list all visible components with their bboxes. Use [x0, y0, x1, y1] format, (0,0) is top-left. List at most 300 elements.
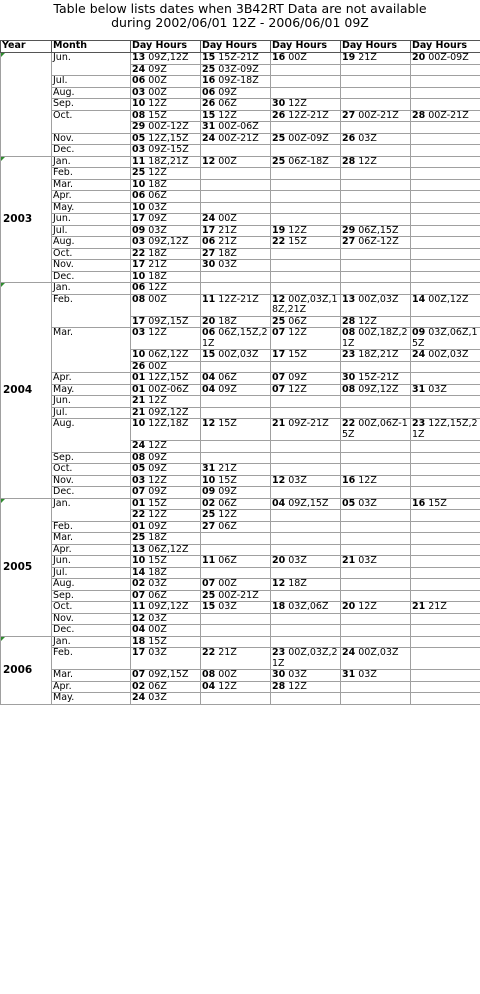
- year-label: 2005: [3, 560, 33, 573]
- day-hours-cell: [271, 87, 341, 99]
- day-hours-cell: [271, 384, 341, 396]
- day-hours-cell: [131, 613, 201, 625]
- hours-text: 00Z: [148, 294, 167, 305]
- table-row: [1, 53, 480, 65]
- day-hours-cell: [341, 133, 411, 145]
- month-cell: May.: [52, 693, 131, 705]
- header-day-hours: Day Hours: [341, 41, 411, 53]
- day-number: 24: [132, 64, 146, 75]
- day-hours-cell: [201, 487, 271, 499]
- day-number: 14: [412, 294, 426, 305]
- hours-text: 21Z: [218, 463, 237, 474]
- table-row: [1, 487, 480, 499]
- hours-text: 03Z: [428, 384, 447, 395]
- day-hours-cell: [341, 613, 411, 625]
- day-hours-cell: [131, 328, 201, 350]
- day-hours-cell: [411, 648, 480, 670]
- hours-text: 03Z-09Z: [218, 64, 259, 75]
- hours-text: 18Z: [148, 271, 167, 282]
- hours-text: 12Z,15Z: [148, 133, 189, 144]
- day-hours-cell: [411, 498, 480, 510]
- cell-marker-icon: [1, 53, 5, 57]
- day-hours-cell: [271, 64, 341, 76]
- day-number: 08: [132, 294, 146, 305]
- cell-marker-icon: [1, 499, 5, 503]
- hours-text: 15Z: [148, 110, 167, 121]
- day-hours-cell: [201, 579, 271, 591]
- day-number: 17: [202, 225, 216, 236]
- day-hours-cell: [411, 283, 480, 295]
- month-cell: Oct.: [52, 602, 131, 614]
- month-cell: Jun.: [52, 53, 131, 76]
- day-number: 05: [342, 498, 356, 509]
- hours-text: 00Z: [218, 213, 237, 224]
- day-hours-cell: [341, 670, 411, 682]
- day-hours-cell: [411, 602, 480, 614]
- day-hours-cell: [131, 202, 201, 214]
- hours-text: 15Z-21Z: [358, 372, 399, 383]
- day-hours-cell: [341, 384, 411, 396]
- day-hours-cell: [341, 396, 411, 408]
- header-month: Month: [52, 41, 131, 53]
- header-day-hours: Day Hours: [271, 41, 341, 53]
- day-hours-cell: [341, 681, 411, 693]
- day-hours-cell: [411, 271, 480, 283]
- day-hours-cell: [131, 248, 201, 260]
- header-day-hours: Day Hours: [131, 41, 201, 53]
- month-cell: Sep.: [52, 452, 131, 464]
- month-cell: Nov.: [52, 260, 131, 272]
- table-row: [1, 191, 480, 203]
- day-hours-cell: [341, 636, 411, 648]
- day-hours-cell: [201, 294, 271, 316]
- month-cell: Jul.: [52, 76, 131, 88]
- hours-text: 00Z-09Z: [428, 52, 469, 63]
- day-hours-cell: [201, 145, 271, 157]
- table-row: [1, 202, 480, 214]
- day-number: 22: [272, 236, 286, 247]
- hours-text: 15Z: [288, 236, 307, 247]
- day-hours-cell: [201, 64, 271, 76]
- day-hours-cell: [411, 510, 480, 522]
- day-hours-cell: [271, 625, 341, 637]
- day-hours-cell: [201, 283, 271, 295]
- hours-text: 03Z: [288, 669, 307, 680]
- day-hours-cell: [411, 294, 480, 316]
- month-cell: Aug.: [52, 419, 131, 453]
- header-day-hours: Day Hours: [411, 41, 480, 53]
- cell-marker-icon: [1, 637, 5, 641]
- day-number: 11: [132, 601, 146, 612]
- day-number: 22: [202, 647, 216, 658]
- day-hours-cell: [341, 544, 411, 556]
- day-hours-cell: [271, 283, 341, 295]
- month-cell: Jan.: [52, 636, 131, 648]
- hours-text: 09Z,15Z: [288, 498, 329, 509]
- day-hours-cell: [271, 681, 341, 693]
- day-hours-cell: [411, 636, 480, 648]
- day-number: 27: [202, 521, 216, 532]
- day-hours-cell: [271, 396, 341, 408]
- month-cell: Jun.: [52, 396, 131, 408]
- table-row: [1, 475, 480, 487]
- day-hours-cell: [341, 361, 411, 373]
- day-number: 23: [342, 349, 356, 360]
- day-number: 21: [342, 555, 356, 566]
- table-row: [1, 384, 480, 396]
- hours-text: 12Z: [218, 681, 237, 692]
- day-number: 25: [272, 133, 286, 144]
- day-hours-cell: [201, 122, 271, 134]
- day-hours-cell: [341, 64, 411, 76]
- day-hours-cell: [411, 475, 480, 487]
- day-hours-cell: [341, 693, 411, 705]
- cell-marker-icon: [1, 157, 5, 161]
- day-hours-cell: [411, 145, 480, 157]
- year-label: 2004: [3, 384, 33, 396]
- year-cell: [1, 636, 52, 704]
- day-hours-cell: [271, 328, 341, 350]
- day-hours-cell: [411, 567, 480, 579]
- day-number: 18: [272, 601, 286, 612]
- day-hours-cell: [201, 168, 271, 180]
- day-hours-cell: [271, 498, 341, 510]
- day-hours-cell: [131, 271, 201, 283]
- day-number: 12: [272, 578, 286, 589]
- day-hours-cell: [271, 533, 341, 545]
- month-cell: Jul.: [52, 407, 131, 419]
- day-hours-cell: [271, 260, 341, 272]
- day-number: 15: [202, 349, 216, 360]
- day-hours-cell: [411, 168, 480, 180]
- hours-text: 12Z: [358, 601, 377, 612]
- day-hours-cell: [341, 533, 411, 545]
- hours-text: 12Z: [148, 282, 167, 293]
- day-hours-cell: [271, 122, 341, 134]
- day-hours-cell: [131, 475, 201, 487]
- day-hours-cell: [271, 419, 341, 441]
- day-hours-cell: [411, 350, 480, 362]
- day-number: 21: [272, 418, 286, 429]
- day-hours-cell: [341, 350, 411, 362]
- day-hours-cell: [131, 498, 201, 510]
- day-number: 31: [202, 463, 216, 474]
- hours-text: 00Z: [218, 156, 237, 167]
- hours-text: 06Z,12Z: [148, 544, 189, 555]
- day-number: 28: [342, 156, 356, 167]
- month-cell: Jul.: [52, 225, 131, 237]
- hours-text: 09Z-18Z: [218, 75, 259, 86]
- table-row: [1, 328, 480, 350]
- hours-text: 00Z: [218, 669, 237, 680]
- day-hours-cell: [341, 202, 411, 214]
- hours-text: 09Z,12Z: [148, 601, 189, 612]
- day-number: 12: [132, 613, 146, 624]
- day-number: 01: [132, 498, 146, 509]
- month-cell: Feb.: [52, 648, 131, 670]
- hours-text: 00Z: [148, 87, 167, 98]
- day-hours-cell: [271, 156, 341, 168]
- day-number: 22: [342, 418, 356, 429]
- day-number: 08: [132, 452, 146, 463]
- table-row: [1, 214, 480, 226]
- day-number: 24: [202, 213, 216, 224]
- table-row: [1, 452, 480, 464]
- day-hours-cell: [341, 76, 411, 88]
- day-hours-cell: [271, 225, 341, 237]
- day-hours-cell: [271, 214, 341, 226]
- hours-text: 03Z: [148, 202, 167, 213]
- hours-text: 03Z: [148, 647, 167, 658]
- hours-text: 06Z-12Z: [358, 236, 399, 247]
- day-number: 03: [132, 236, 146, 247]
- day-hours-cell: [341, 464, 411, 476]
- day-hours-cell: [201, 99, 271, 111]
- day-number: 20: [412, 52, 426, 63]
- day-hours-cell: [411, 464, 480, 476]
- year-label: [2, 98, 3, 110]
- month-cell: Feb.: [52, 294, 131, 328]
- month-cell: Jul.: [52, 567, 131, 579]
- hours-text: 12Z: [358, 156, 377, 167]
- day-hours-cell: [201, 613, 271, 625]
- day-hours-cell: [341, 487, 411, 499]
- day-number: 01: [132, 521, 146, 532]
- day-hours-cell: [201, 556, 271, 568]
- day-hours-cell: [131, 648, 201, 670]
- hours-text: 00Z-06Z: [218, 121, 259, 132]
- year-cell: [1, 283, 52, 499]
- day-number: 08: [342, 384, 356, 395]
- day-number: 31: [342, 669, 356, 680]
- table-row: [1, 396, 480, 408]
- day-hours-cell: [341, 271, 411, 283]
- day-hours-cell: [411, 487, 480, 499]
- day-hours-cell: [341, 510, 411, 522]
- day-hours-cell: [201, 225, 271, 237]
- day-hours-cell: [341, 407, 411, 419]
- month-cell: Apr.: [52, 373, 131, 385]
- day-number: 23: [412, 418, 426, 429]
- table-row: [1, 294, 480, 316]
- hours-text: 12Z: [148, 440, 167, 451]
- hours-text: 21Z: [148, 259, 167, 270]
- day-hours-cell: [131, 544, 201, 556]
- table-row: [1, 283, 480, 295]
- day-hours-cell: [131, 225, 201, 237]
- day-hours-cell: [341, 452, 411, 464]
- hours-text: 12Z: [148, 327, 167, 338]
- day-number: 26: [132, 361, 146, 372]
- day-number: 27: [202, 248, 216, 259]
- table-row: [1, 373, 480, 385]
- day-hours-cell: [411, 133, 480, 145]
- hours-text: 09Z,12Z: [148, 236, 189, 247]
- day-number: 11: [202, 294, 216, 305]
- table-row: [1, 87, 480, 99]
- day-hours-cell: [131, 316, 201, 328]
- day-number: 11: [132, 156, 146, 167]
- day-hours-cell: [131, 464, 201, 476]
- day-number: 07: [272, 327, 286, 338]
- day-number: 12: [202, 418, 216, 429]
- day-number: 04: [272, 498, 286, 509]
- day-hours-cell: [271, 579, 341, 591]
- day-hours-cell: [411, 579, 480, 591]
- hours-text: 00Z-12Z: [148, 121, 189, 132]
- day-hours-cell: [201, 533, 271, 545]
- month-cell: Mar.: [52, 179, 131, 191]
- hours-text: 18Z: [148, 179, 167, 190]
- hours-text: 03Z: [288, 555, 307, 566]
- day-hours-cell: [131, 168, 201, 180]
- day-number: 13: [132, 52, 146, 63]
- day-hours-cell: [201, 396, 271, 408]
- hours-text: 03Z: [148, 225, 167, 236]
- month-cell: Oct.: [52, 464, 131, 476]
- hours-text: 18Z: [148, 248, 167, 259]
- hours-text: 21Z: [218, 647, 237, 658]
- month-cell: Mar.: [52, 328, 131, 373]
- hours-text: 06Z-18Z: [288, 156, 329, 167]
- day-hours-cell: [201, 670, 271, 682]
- day-hours-cell: [131, 191, 201, 203]
- month-cell: Apr.: [52, 544, 131, 556]
- day-hours-cell: [411, 556, 480, 568]
- day-hours-cell: [411, 681, 480, 693]
- hours-text: 18Z: [288, 578, 307, 589]
- day-number: 28: [412, 110, 426, 121]
- day-hours-cell: [131, 521, 201, 533]
- day-hours-cell: [411, 441, 480, 453]
- day-number: 30: [272, 98, 286, 109]
- day-hours-cell: [341, 602, 411, 614]
- hours-text: 00Z,03Z: [428, 349, 469, 360]
- day-number: 31: [202, 121, 216, 132]
- hours-text: 09Z: [218, 486, 237, 497]
- table-row: [1, 544, 480, 556]
- hours-text: 09Z: [148, 463, 167, 474]
- day-number: 18: [132, 636, 146, 647]
- day-number: 20: [272, 555, 286, 566]
- day-hours-cell: [411, 76, 480, 88]
- day-number: 25: [132, 167, 146, 178]
- day-hours-cell: [341, 145, 411, 157]
- hours-text: 06Z: [148, 590, 167, 601]
- hours-text: 06Z: [218, 372, 237, 383]
- day-number: 07: [132, 590, 146, 601]
- day-hours-cell: [411, 384, 480, 396]
- day-number: 16: [202, 75, 216, 86]
- day-hours-cell: [131, 681, 201, 693]
- day-hours-cell: [341, 53, 411, 65]
- day-number: 04: [202, 384, 216, 395]
- hours-text: 00Z-09Z: [288, 133, 329, 144]
- hours-text: 03Z: [288, 475, 307, 486]
- hours-text: 12Z-21Z: [218, 294, 259, 305]
- day-number: 31: [412, 384, 426, 395]
- day-hours-cell: [341, 373, 411, 385]
- month-cell: Jan.: [52, 283, 131, 295]
- hours-text: 00Z,03Z: [358, 294, 399, 305]
- day-hours-cell: [201, 464, 271, 476]
- hours-text: 15Z: [428, 498, 447, 509]
- day-number: 26: [202, 98, 216, 109]
- day-hours-cell: [201, 328, 271, 350]
- day-hours-cell: [341, 122, 411, 134]
- day-hours-cell: [131, 133, 201, 145]
- table-row: [1, 556, 480, 568]
- day-hours-cell: [341, 441, 411, 453]
- day-hours-cell: [341, 579, 411, 591]
- table-row: [1, 579, 480, 591]
- month-cell: Aug.: [52, 579, 131, 591]
- day-hours-cell: [271, 556, 341, 568]
- day-hours-cell: [341, 648, 411, 670]
- day-hours-cell: [411, 99, 480, 111]
- hours-text: 12Z: [288, 225, 307, 236]
- day-hours-cell: [131, 407, 201, 419]
- day-number: 25: [132, 532, 146, 543]
- day-hours-cell: [411, 225, 480, 237]
- day-hours-cell: [271, 487, 341, 499]
- table-row: [1, 145, 480, 157]
- day-number: 01: [132, 372, 146, 383]
- day-hours-cell: [131, 533, 201, 545]
- day-hours-cell: [131, 350, 201, 362]
- month-cell: Dec.: [52, 487, 131, 499]
- table-row: [1, 271, 480, 283]
- day-hours-cell: [341, 328, 411, 350]
- day-hours-cell: [201, 87, 271, 99]
- day-hours-cell: [271, 407, 341, 419]
- day-number: 08: [132, 110, 146, 121]
- table-row: [1, 248, 480, 260]
- day-hours-cell: [201, 384, 271, 396]
- day-hours-cell: [271, 248, 341, 260]
- day-number: 12: [202, 156, 216, 167]
- table-row: [1, 464, 480, 476]
- day-hours-cell: [131, 487, 201, 499]
- hours-text: 18Z,21Z: [148, 156, 189, 167]
- day-hours-cell: [411, 533, 480, 545]
- day-number: 26: [342, 133, 356, 144]
- table-row: [1, 648, 480, 670]
- day-hours-cell: [131, 179, 201, 191]
- hours-text: 06Z,12Z: [148, 349, 189, 360]
- table-row: [1, 613, 480, 625]
- day-number: 26: [272, 110, 286, 121]
- day-number: 21: [412, 601, 426, 612]
- day-number: 25: [202, 590, 216, 601]
- hours-text: 06Z: [218, 98, 237, 109]
- table-row: [1, 156, 480, 168]
- hours-text: 09Z: [218, 87, 237, 98]
- day-hours-cell: [201, 53, 271, 65]
- day-hours-cell: [341, 419, 411, 441]
- day-number: 15: [202, 110, 216, 121]
- month-cell: Dec.: [52, 145, 131, 157]
- day-number: 16: [342, 475, 356, 486]
- hours-text: 00Z,03Z: [358, 647, 399, 658]
- day-number: 11: [202, 555, 216, 566]
- day-hours-cell: [131, 670, 201, 682]
- day-hours-cell: [271, 179, 341, 191]
- day-hours-cell: [341, 283, 411, 295]
- day-hours-cell: [341, 87, 411, 99]
- day-hours-cell: [201, 693, 271, 705]
- hours-text: 00Z: [148, 75, 167, 86]
